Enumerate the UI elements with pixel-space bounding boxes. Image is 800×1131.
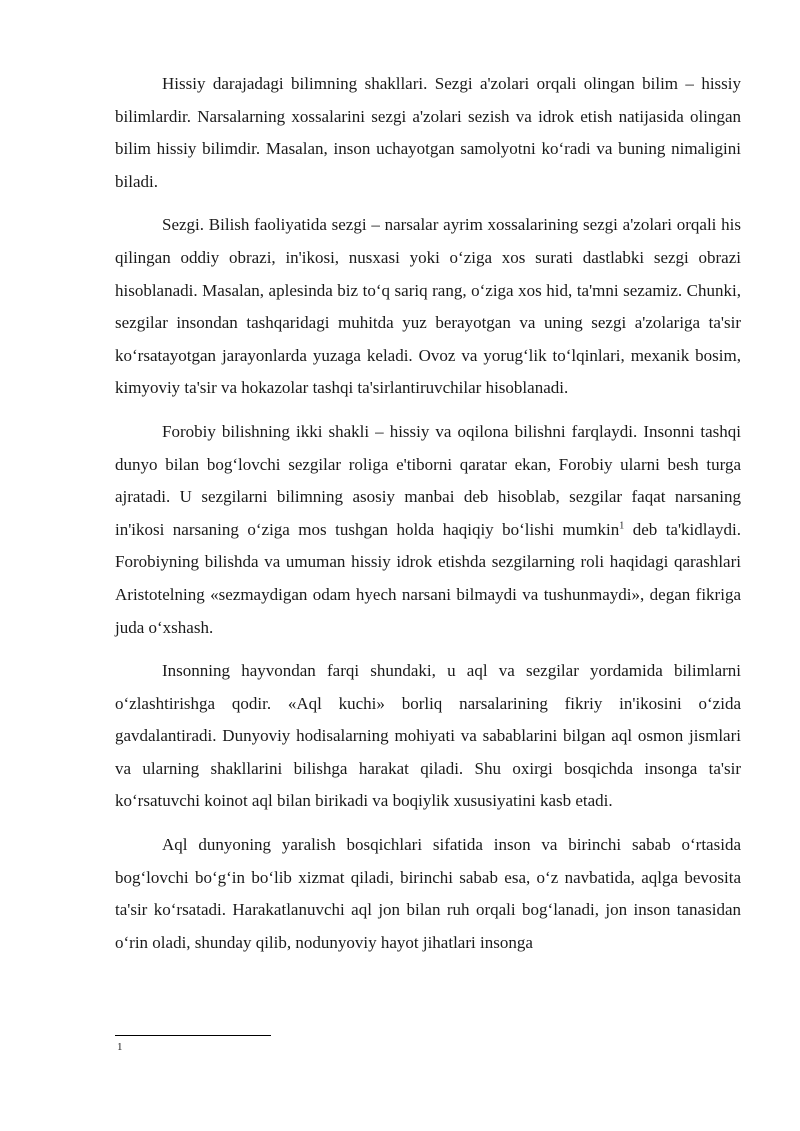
paragraph-3-text-after-ref: deb ta'kidlaydi. Forobiyning bilishda va umuman hissiy idrok etishda sezgilarning roli haqidagi qarashlari Aristotelning «sezmaydigan odam hyech narsani bilmaydi va tushunmaydi», degan fikriga juda oʻxshash.: [115, 519, 742, 637]
paragraph-5: Aql dunyoning yaralish bosqichlari sifatida inson va birinchi sabab oʻrtasida bogʻlovchi boʻgʻin boʻlib xizmat qiladi, birinchi sabab esa, oʻz navbatida, aqlga bevosita ta'sir koʻrsatadi. Harakatlanuvchi aql jon bilan ruh orqali bogʻlanadi, jon inson tanasidan oʻrin oladi, shunday qilib, nodunyoviy hayot jihatlari insonga: [115, 835, 741, 952]
footnote-reference[interactable]: 1: [619, 520, 625, 532]
paragraph-1: Hissiy darajadagi bilimning shakllari. Sezgi a'zolari orqali olingan bilim – hissiy bilimlardir. Narsalarning xossalarini sezgi a'zolari sezish va idrok etish natijasida olingan bilim hissiy bilimdir. Masalan, inson uchayotgan samolyotni koʻradi va buning nimaligini biladi.: [115, 74, 741, 191]
footnote-number: 1: [117, 1041, 123, 1053]
paragraph-3-text-before-ref: Forobiy bilishning ikki shakli – hissiy va oqilona bilishni farqlaydi. Insonni tashqi dunyo bilan bogʻlovchi sezgilar roliga e'tiborni qaratar ekan, Forobiy ularni besh turga ajratadi. U sezgilarni bilimning asosiy manbai deb hisoblab, sezgilar faqat narsaning in'ikosi narsaning oʻziga mos tushgan holda haqiqiy boʻlishi mumkin: [115, 421, 741, 539]
paragraph-2: Sezgi. Bilish faoliyatida sezgi – narsalar ayrim xossalarining sezgi a'zolari orqali his qilingan oddiy obrazi, in'ikosi, nusxasi yoki oʻziga xos surati dastlabki sezgi obrazi hisoblanadi. Masalan, aplesinda biz toʻq sariq rang, oʻziga xos hid, ta'mni sezamiz. Chunki, sezgilar insondan tashqaridagi muhitda yuz berayotgan va uning sezgi a'zolariga ta'sir koʻrsatayotgan jarayonlarda yuzaga keladi. Ovoz va yorugʻlik toʻlqinlari, mexanik bosim, kimyoviy ta'sir va hokazolar tashqi ta'sirlantiruvchilar hisoblanadi.: [115, 215, 741, 398]
footnote-separator: [115, 1035, 271, 1036]
document-body: [115, 68, 741, 970]
paragraph-4: Insonning hayvondan farqi shundaki, u aql va sezgilar yordamida bilimlarni oʻzlashtirishga qodir. «Aql kuchi» borliq narsalarining fikriy in'ikosini oʻzida gavdalantiradi. Dunyoviy hodisalarning mohiyati va sabablarini bilgan aql osmon jismlari va ularning shakllarini bilishga harakat qiladi. Shu oxirgi bosqichda insonga ta'sir koʻrsatuvchi koinot aql bilan birikadi va boqiylik xususiyatini kasb etadi.: [115, 661, 741, 811]
paragraph-3: [115, 416, 741, 644]
